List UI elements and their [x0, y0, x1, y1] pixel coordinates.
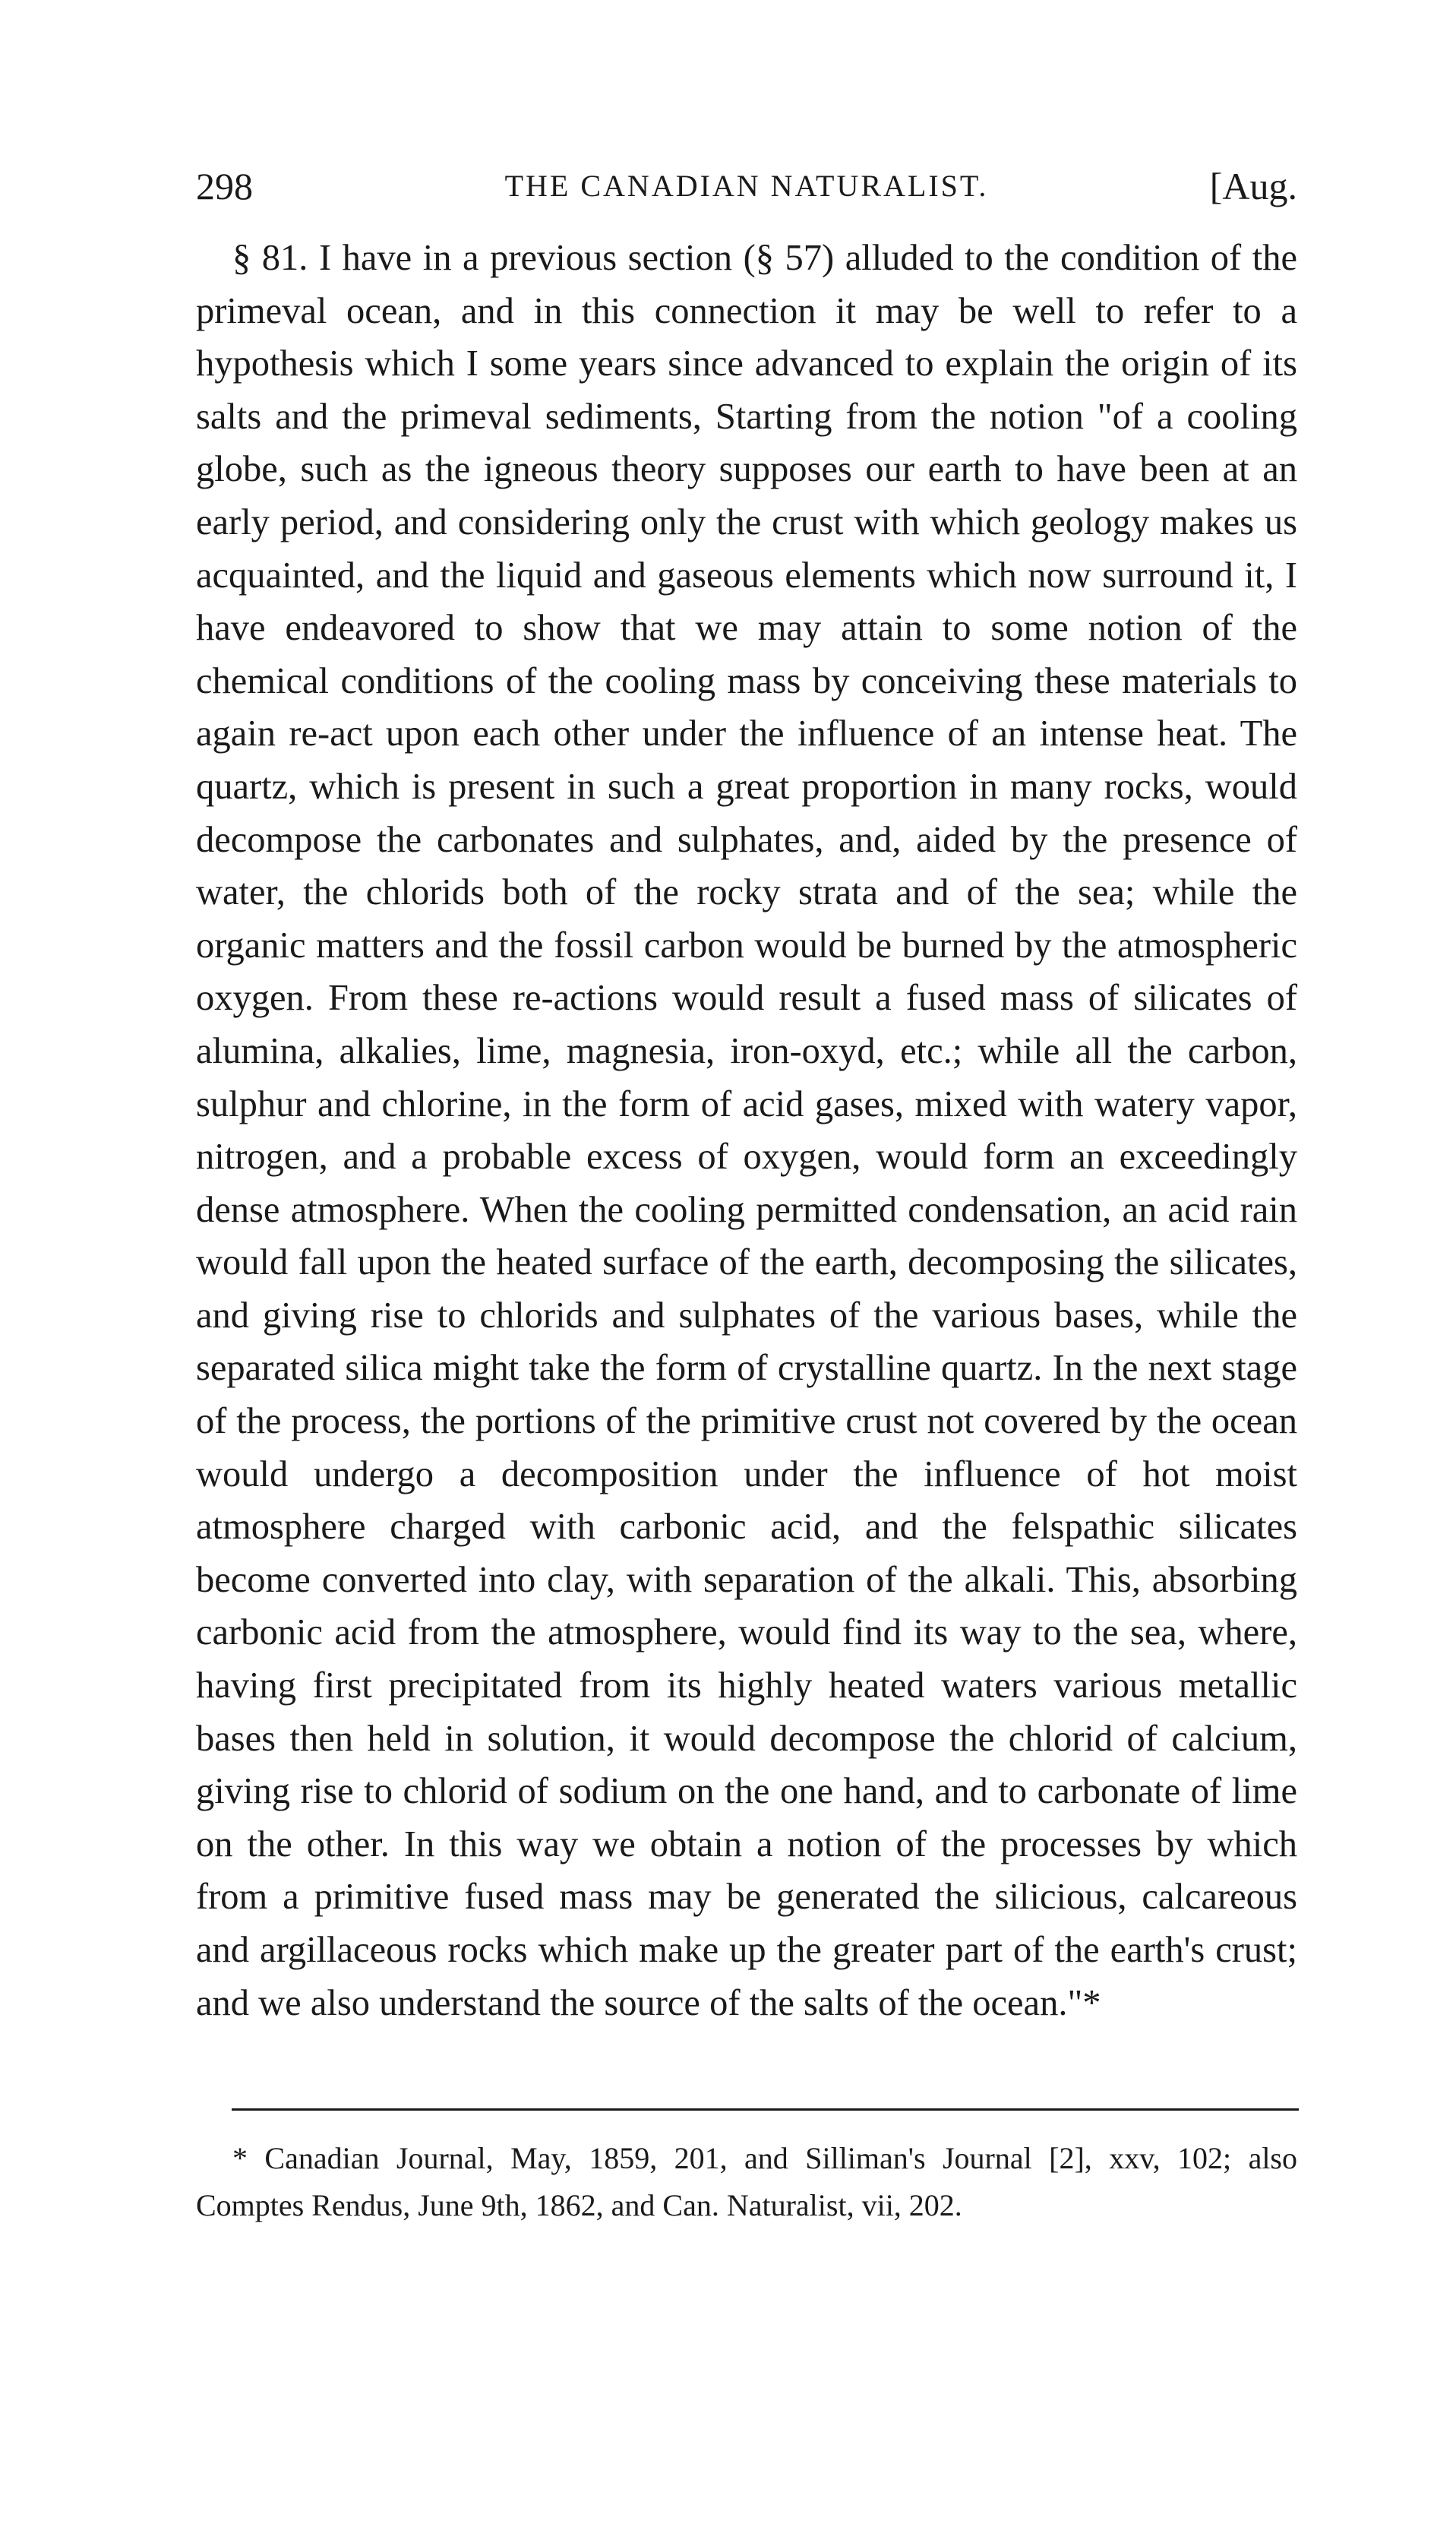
footnote-divider	[232, 2108, 1299, 2111]
running-header	[196, 160, 1297, 213]
journal-title: THE CANADIAN NATURALIST.	[504, 169, 989, 203]
footnote: * Canadian Journal, May, 1859, 201, and Silliman's Journal [2], xxv, 102; also Comptes Rendus, June 9th, 1862, and Can. Naturalist, vii, 202.	[196, 2141, 1297, 2222]
section-81-paragraph: § 81. I have in a previous section (§ 57) alluded to the condition of the primeval ocean, and in this connection it may be well to refer to a hypothesis which I some years since advanced to explain the origin of its salts and the primeval sediments, Starting from the notion "of a cooling globe, such as the igneous theory supposes our earth to have been at an early period, and considering only the crust with which geology makes us acquainted, and the liquid and gaseous elements which now surround it, I have endeavored to show that we may attain to some notion of the chemical conditions of the cooling mass by conceiving these materials to again re-act upon each other under the influence of an intense heat. The quartz, which is present in such a great proportion in many rocks, would decompose the carbonates and sulphates, and, aided by the presence of water, the chlorids both of the rocky strata and of the sea; while the organic matters and the fossil carbon would be burned by the atmospheric oxygen. From these re-actions would result a fused mass of silicates of alumina, alkalies, lime, magnesia, iron-oxyd, etc.; while all the carbon, sulphur and chlorine, in the form of acid gases, mixed with watery vapor, nitrogen, and a probable excess of oxygen, would form an exceedingly dense atmosphere. When the cooling permitted condensation, an acid rain would fall upon the heated surface of the earth, decomposing the silicates, and giving rise to chlorids and sulphates of the various bases, while the separated silica might take the form of crystalline quartz. In the next stage of the process, the portions of the primitive crust not covered by the ocean would undergo a decomposition under the influence of hot moist atmosphere charged with carbonic acid, and the felspathic silicates become converted into clay, with separation of the alkali. This, absorbing carbonic acid from the atmosphere, would find its way to the sea, where, having first precipitated from its highly heated waters various metallic bases then held in solution, it would decompose the chlorid of calcium, giving rise to chlorid of sodium on the one hand, and to carbonate of lime on the other. In this way we obtain a notion of the processes by which from a primitive fused mass may be generated the silicious, calcareous and argillaceous rocks which make up the greater part of the earth's crust; and we also understand the source of the salts of the ocean."*	[196, 238, 1297, 2023]
issue-month: [Aug.	[1209, 165, 1297, 207]
page-number: 298	[196, 165, 253, 207]
